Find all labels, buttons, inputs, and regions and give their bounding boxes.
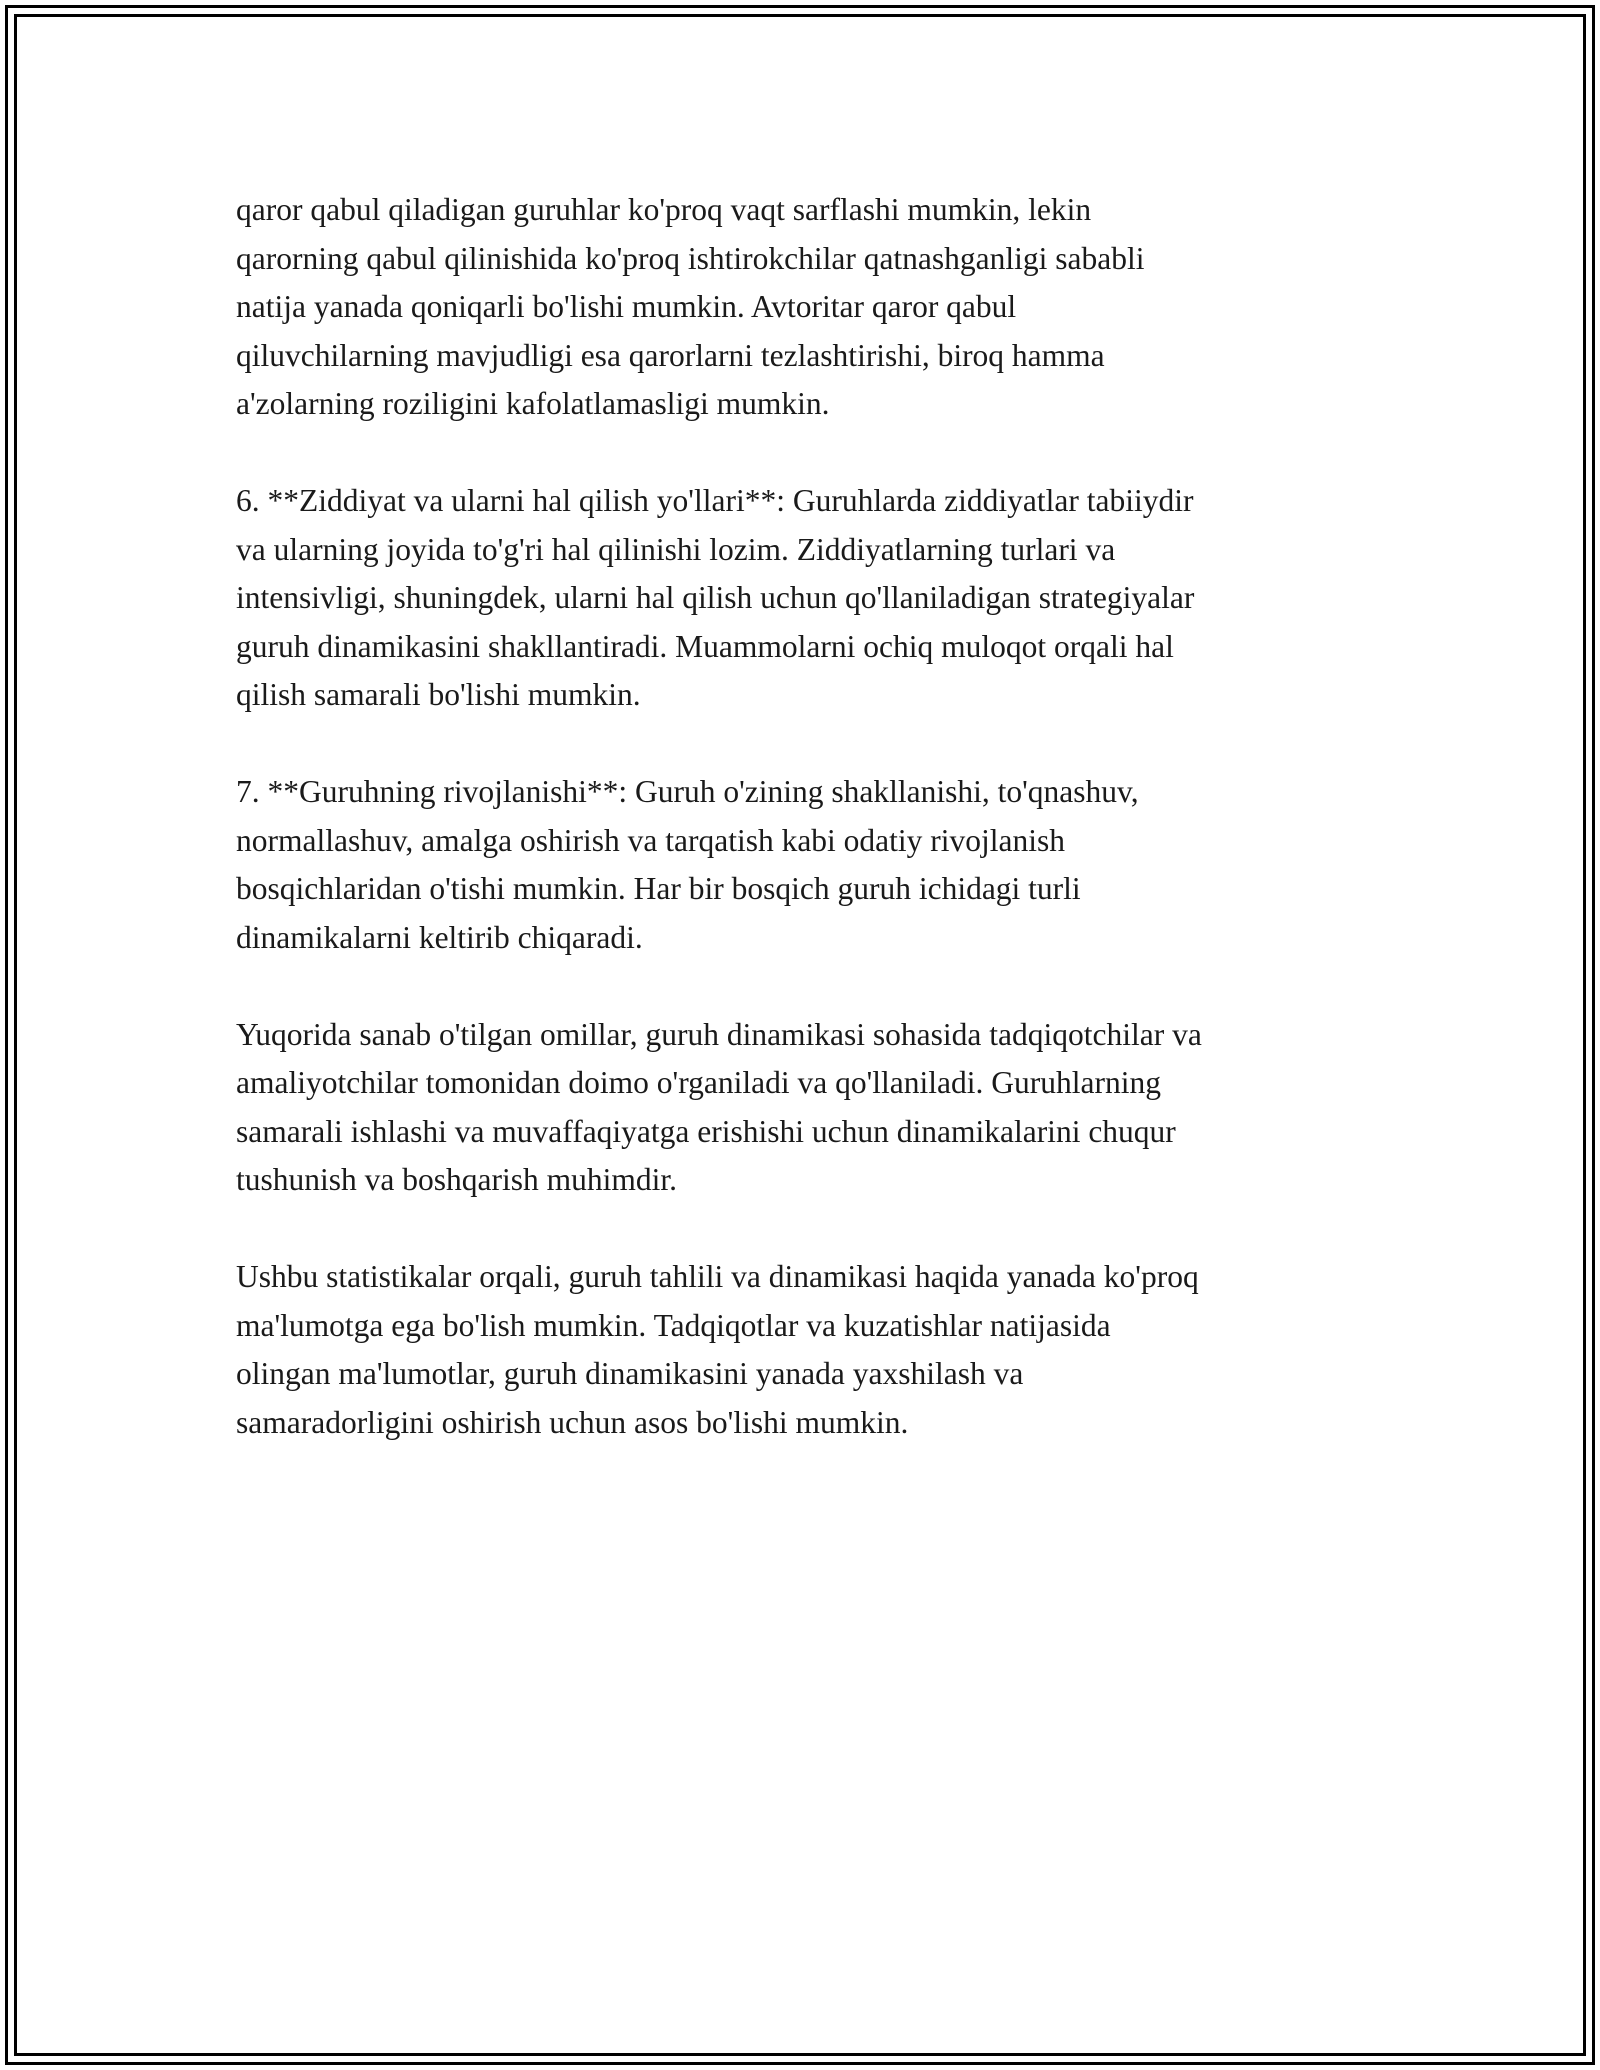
paragraph-summary: Yuqorida sanab o'tilgan omillar, guruh dinamikasi sohasida tadqiqotchilar va amaliyotchilar tomonidan doimo o'rganiladi va qo'llaniladi. Guruhlarning samarali ishlashi va muvaffaqiyatga erishishi uchun dinamikalarini chuqur tushunish va boshqarish muhimdir. [236, 1016, 1202, 1197]
paragraph-conclusion: Ushbu statistikalar orqali, guruh tahlili va dinamikasi haqida yanada ko'proq ma'lumotga ega bo'lish mumkin. Tadqiqotlar va kuzatishlar natijasida olingan ma'lumotlar, guruh dinamikasini yanada yaxshilash va samaradorligini oshirish uchun asos bo'lishi mumkin. [236, 1259, 1199, 1440]
document-body [236, 186, 1376, 1496]
paragraph-decision-making: qaror qabul qiladigan guruhlar ko'proq vaqt sarflashi mumkin, lekin qarorning qabul qilinishida ko'proq ishtirokchilar qatnashganligi sababli natija yanada qoniqarli bo'lishi mumkin. Avtoritar qaror qabul qiluvchilarning mavjudligi esa qarorlarni tezlashtirishi, biroq hamma a'zolarning roziligini kafolatlamasligi mumkin. [236, 192, 1145, 421]
paragraph-conflict-resolution: 6. **Ziddiyat va ularni hal qilish yo'llari**: Guruhlarda ziddiyatlar tabiiydir va ularning joyida to'g'ri hal qilinishi lozim. Ziddiyatlarning turlari va intensivligi, shuningdek, ularni hal qilish uchun qo'llaniladigan strategiyalar guruh dinamikasini shakllantiradi. Muammolarni ochiq muloqot orqali hal qilish samarali bo'lishi mumkin. [236, 483, 1195, 712]
paragraph-group-development: 7. **Guruhning rivojlanishi**: Guruh o'zining shakllanishi, to'qnashuv, normallashuv, amalga oshirish va tarqatish kabi odatiy rivojlanish bosqichlaridan o'tishi mumkin. Har bir bosqich guruh ichidagi turli dinamikalarni keltirib chiqaradi. [236, 774, 1139, 955]
